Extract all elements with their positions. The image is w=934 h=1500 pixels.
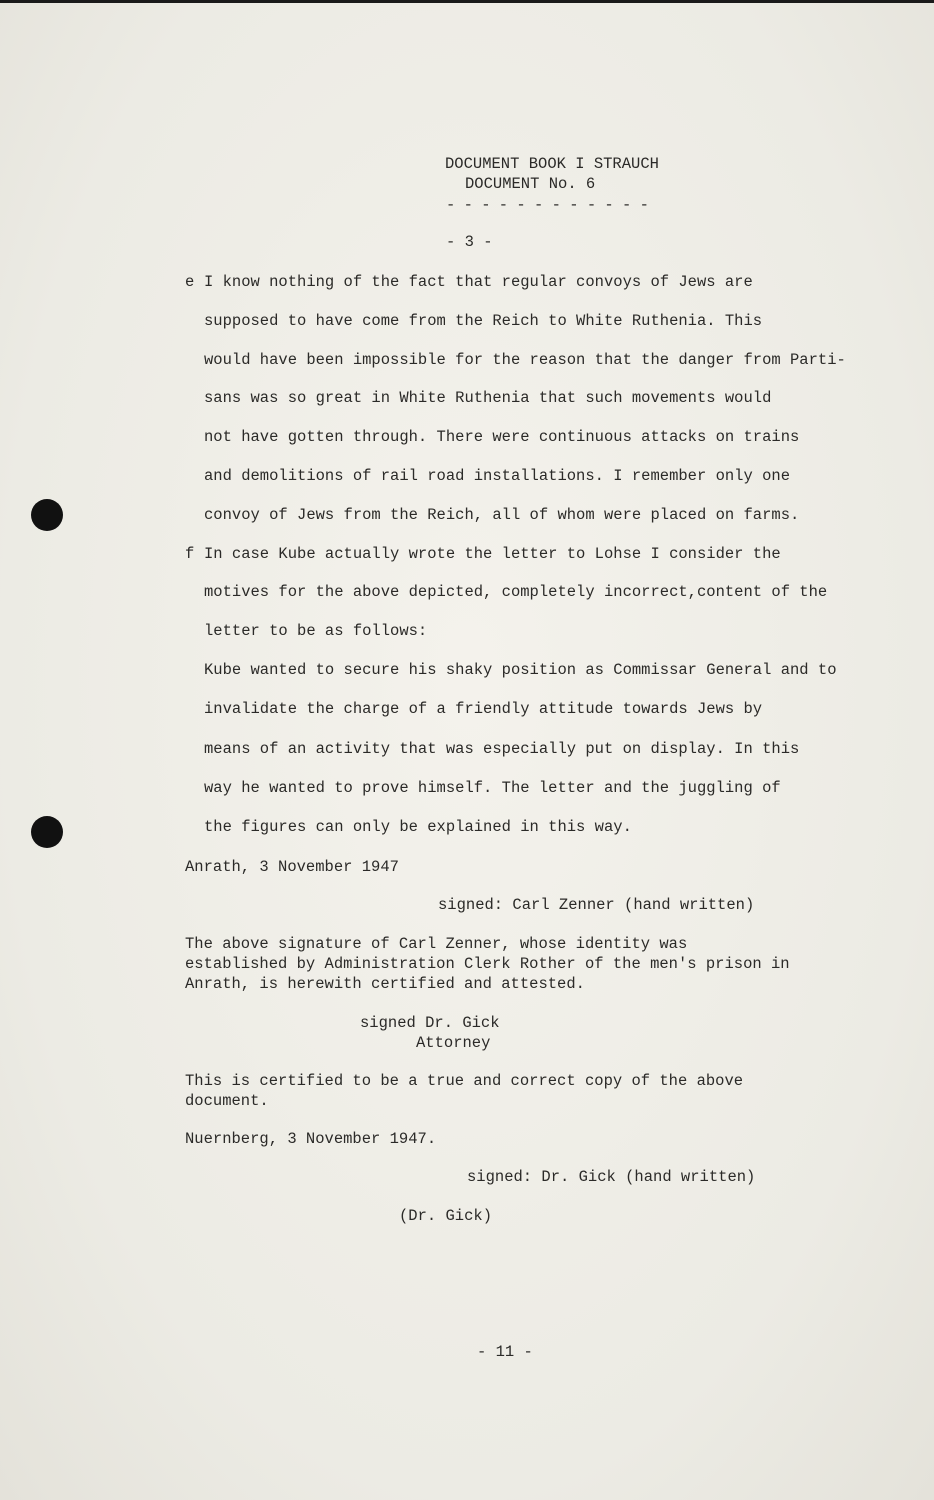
attorney-title: Attorney — [416, 1034, 491, 1052]
para-f-marker: f — [185, 545, 195, 563]
para-f-line: In case Kube actually wrote the letter to Lohse I consider the — [204, 545, 781, 563]
para-e-line: would have been impossible for the reason that the danger from Parti- — [204, 351, 846, 369]
certification-line: The above signature of Carl Zenner, whose identity was — [185, 935, 688, 953]
para-f-line: means of an activity that was especially put on display. In this — [204, 740, 800, 758]
true-copy-line: This is certified to be a true and correct copy of the above — [185, 1072, 744, 1090]
signed-zenner: signed: Carl Zenner (hand written) — [438, 896, 755, 914]
document-number: DOCUMENT No. 6 — [465, 175, 596, 193]
para-f-line: Kube wanted to secure his shaky position as Commissar General and to — [204, 661, 837, 679]
document-book-title: DOCUMENT BOOK I STRAUCH — [445, 155, 659, 173]
para-f-line: invalidate the charge of a friendly attitude towards Jews by — [204, 700, 763, 718]
attorney-signed: signed Dr. Gick — [360, 1014, 500, 1032]
para-f-line: motives for the above depicted, completely incorrect,content of the — [204, 583, 828, 601]
footer-page-number: - 11 - — [477, 1343, 533, 1361]
para-e-line: convoy of Jews from the Reich, all of whom were placed on farms. — [204, 506, 800, 524]
certification-line: established by Administration Clerk Rother of the men's prison in — [185, 955, 790, 973]
para-e-line: supposed to have come from the Reich to White Ruthenia. This — [204, 312, 763, 330]
certification-line: Anrath, is herewith certified and attested. — [185, 975, 585, 993]
place-date: Anrath, 3 November 1947 — [185, 858, 399, 876]
true-copy-line: document. — [185, 1092, 269, 1110]
para-f-line: letter to be as follows: — [204, 622, 428, 640]
nuernberg-date: Nuernberg, 3 November 1947. — [185, 1130, 437, 1148]
para-e-marker: e — [185, 273, 195, 291]
para-f-line: way he wanted to prove himself. The letter and the juggling of — [204, 779, 781, 797]
para-e-line: I know nothing of the fact that regular convoys of Jews are — [204, 273, 753, 291]
para-e-line: and demolitions of rail road installations. I remember only one — [204, 467, 790, 485]
header-rule: - - - - - - - - - - - - — [446, 196, 649, 214]
punch-hole-lower — [31, 816, 63, 848]
punch-hole-upper — [31, 499, 63, 531]
gick-name: (Dr. Gick) — [399, 1207, 493, 1225]
top-edge — [0, 0, 934, 3]
para-e-line: not have gotten through. There were continuous attacks on trains — [204, 428, 800, 446]
para-e-line: sans was so great in White Ruthenia that such movements would — [204, 389, 772, 407]
page-marker: - 3 - — [446, 233, 493, 251]
signed-gick: signed: Dr. Gick (hand written) — [467, 1168, 756, 1186]
para-f-line: the figures can only be explained in this way. — [204, 818, 632, 836]
